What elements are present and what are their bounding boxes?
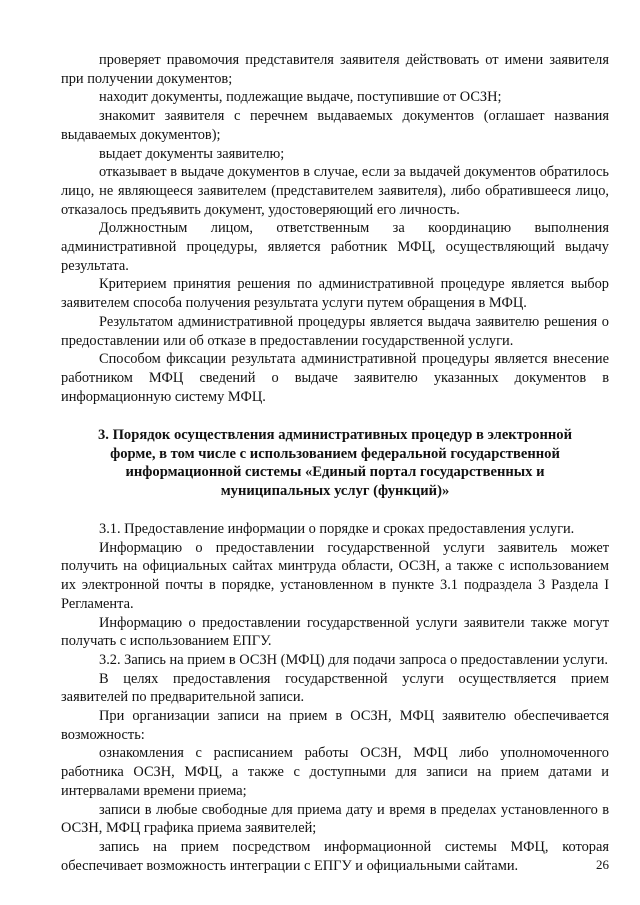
paragraph: Способом фиксации результата административной процедуры является внесение работником МФЦ сведений о выдаче заявителю указанных документов в информационную систему МФЦ.	[61, 351, 609, 405]
paragraph: Критерием принятия решения по административной процедуре является выбор заявителем способа получения результата услуги путем обращения в МФЦ.	[61, 276, 609, 312]
paragraph: находит документы, подлежащие выдаче, поступившие от ОСЗН;	[99, 89, 502, 106]
page-number: 26	[596, 857, 609, 872]
paragraph: 3.1. Предоставление информации о порядке и сроках предоставления услуги.	[99, 520, 575, 537]
paragraph: В целях предоставления государственной услуги осуществляется прием заявителей по предварительной записи.	[61, 670, 609, 706]
paragraph: Информацию о предоставлении государственной услуги заявители также могут получать с использованием ЕПГУ.	[61, 614, 609, 650]
paragraph: выдает документы заявителю;	[99, 145, 285, 162]
paragraph: проверяет правомочия представителя заявителя действовать от имени заявителя при получении документов;	[61, 52, 609, 87]
paragraph: записи в любые свободные для приема дату и время в пределах установленного в ОСЗН, МФЦ графика приема заявителей;	[61, 801, 609, 837]
paragraph: ознакомления с расписанием работы ОСЗН, МФЦ либо уполномоченного работника ОСЗН, МФЦ, а также с доступными для записи на прием датами и интервалами времени приема;	[61, 745, 609, 799]
paragraph: Должностным лицом, ответственным за координацию выполнения административной процедуры, является работник МФЦ, осуществляющий выдачу результата.	[61, 220, 609, 274]
paragraph: 3.2. Запись на прием в ОСЗН (МФЦ) для подачи запроса о предоставлении услуги.	[99, 651, 609, 668]
paragraph: Информацию о предоставлении государственной услуги заявитель может получить на официальных сайтах минтруда области, ОСЗН, а также с использованием их электронной почты в порядке, установленном в пункте 3.1 подраздела 3 Раздела I Регламента.	[61, 539, 609, 612]
section-heading: 3. Порядок осуществления административных процедур в электронной форме, в том числе с использованием федеральной государственной информационной системы «Единый портал государственных и муниципальных услуг (функций)»	[97, 427, 572, 499]
paragraph: знакомит заявителя с перечнем выдаваемых документов (оглашает названия выдаваемых документов);	[61, 108, 609, 143]
document-page	[61, 51, 609, 875]
paragraph: отказывает в выдаче документов в случае, если за выдачей документов обратилось лицо, не являющееся заявителем (представителем заявителя), либо обратившееся лицо, отказалось предъявить документ, удостоверяющий его личность.	[61, 164, 609, 218]
paragraph: Результатом административной процедуры является выдача заявителю решения о предоставлении или об отказе в предоставлении государственной услуги.	[61, 313, 609, 349]
paragraph: При организации записи на прием в ОСЗН, МФЦ заявителю обеспечивается возможность:	[61, 708, 609, 743]
paragraph: запись на прием посредством информационной системы МФЦ, которая обеспечивает возможность интеграции с ЕПГУ и официальными сайтами.	[61, 838, 609, 874]
